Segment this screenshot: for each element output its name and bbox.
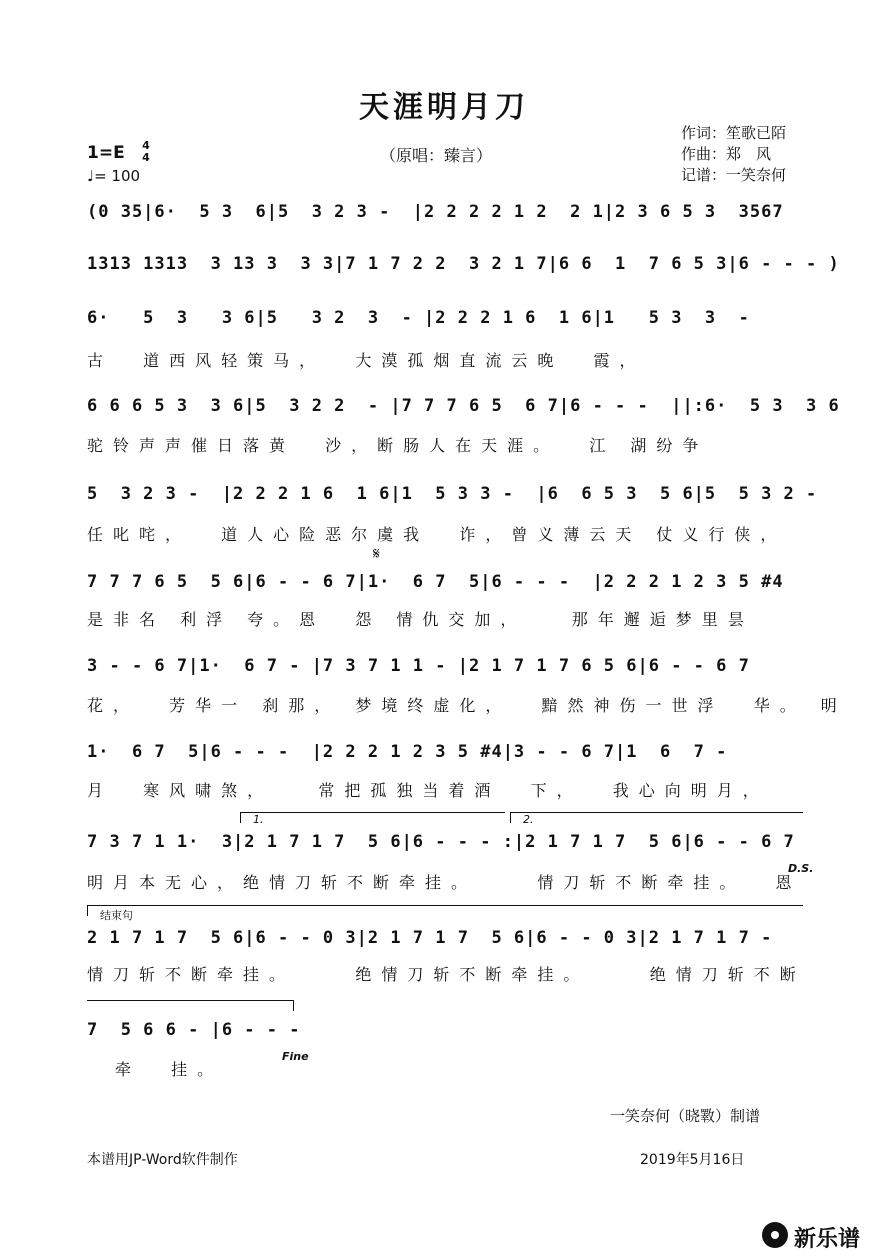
second-ending-bracket: [510, 812, 803, 826]
notation-line: 6· 5 3 3 6|5 3 2 3 - |2 2 2 1 6 1 6|1 5 3 3 -: [87, 308, 750, 328]
lyric-line-6: 月 寒风啸煞， 常把孤独当着酒 下， 我心向明月，: [87, 781, 769, 800]
first-ending-label: 1.: [253, 813, 264, 826]
second-ending-label: 2.: [523, 813, 534, 826]
score-row-8: [87, 736, 802, 770]
time-signature: [140, 140, 152, 164]
score-row-1: [87, 196, 802, 230]
notation-line: 6 6 6 5 3 3 6|5 3 2 2 - |7 7 7 6 5 6 7|6 - - - ||:6· 5 3 3 6: [87, 396, 840, 416]
notation-line: 7 7 7 6 5 5 6|6 - - 6 7|1· 6 7 5|6 - - - |2 2 2 1 2 3 5 #4: [87, 572, 784, 592]
score-row-4: [87, 390, 840, 424]
coda-bracket: [87, 905, 803, 922]
time-signature-bottom: 4: [142, 151, 150, 164]
score-row-10: [87, 922, 802, 956]
notation-line: 1313 1313 3 13 3 3 3|7 1 7 2 2 3 2 1 7|6 6 1 7 6 5 3|6 - - - ): [87, 254, 840, 274]
tempo-marking: ♩= 100: [87, 167, 141, 185]
notation-line: (0 35|6· 5 3 6|5 3 2 3 - |2 2 2 2 1 2 2 1|2 3 6 5 3 3567: [87, 202, 784, 222]
notation-line: 2 1 7 1 7 5 6|6 - - 0 3|2 1 7 1 7 5 6|6 - - 0 3|2 1 7 1 7 -: [87, 928, 773, 948]
fine-marking: Fine: [282, 1050, 309, 1063]
score-row-11: [87, 1014, 302, 1048]
lyric-line-5: 花， 芳华一 刹那， 梦境终虚化， 黯然神伤一世浮 华。 明: [87, 696, 847, 715]
notation-line: 1· 6 7 5|6 - - - |2 2 2 1 2 3 5 #4|3 - - 6 7|1 6 7 -: [87, 742, 728, 762]
transcriber-signature: 一笑奈何（晓斁）制谱: [610, 1107, 761, 1125]
lyricist-credit: 作词：笙歌已陌: [681, 124, 787, 142]
ds-marking: D.S.: [788, 862, 814, 875]
score-row-7: [87, 650, 802, 684]
lyric-line-4: 是非名 利浮 夸。恩 怨 情仇交加， 那年邂逅梦里昙: [87, 610, 754, 629]
coda-label: 结束句: [100, 909, 133, 922]
lyric-line-2: 驼铃声声催日落黄 沙，断肠人在天涯。 江 湖纷争: [87, 436, 709, 455]
software-note: 本谱用JP-Word软件制作: [87, 1152, 238, 1168]
lyric-line-3: 任叱咤， 道人心险恶尔虞我 诈，曾义薄云天 仗义行侠，: [87, 525, 787, 544]
lyric-line-8: 情刀斩不断牵挂。 绝情刀斩不断牵挂。 绝情刀斩不断: [87, 965, 806, 984]
logo-text: 新乐谱: [794, 1227, 861, 1252]
original-singer: （原唱：臻言）: [380, 146, 493, 165]
score-row-9: [87, 826, 802, 860]
lyric-line-1: 古 道西风轻策马， 大漠孤烟直流云晚 霞，: [87, 351, 646, 370]
score-row-2: [87, 248, 840, 282]
notation-line: 7 5 6 6 - |6 - - -: [87, 1020, 301, 1040]
key-signature: 1=E: [87, 143, 125, 163]
notation-line: 5 3 2 3 - |2 2 2 1 6 1 6|1 5 3 3 - |6 6 5 3 5 6|5 5 3 2 -: [87, 484, 818, 504]
first-ending-bracket: [240, 812, 505, 826]
score-row-5: [87, 478, 818, 512]
score-row-6: [87, 566, 802, 600]
fine-bracket: [87, 1000, 294, 1011]
notation-line: 3 - - 6 7|1· 6 7 - |7 3 7 1 1 - |2 1 7 1 7 6 5 6|6 - - 6 7: [87, 656, 750, 676]
notation-line: 7 3 7 1 1· 3|2 1 7 1 7 5 6|6 - - - :|2 1 7 1 7 5 6|6 - - 6 7: [87, 832, 795, 852]
composer-credit: 作曲：郑 风: [681, 145, 772, 163]
site-logo: [762, 1220, 882, 1250]
date-note: 2019年5月16日: [640, 1152, 745, 1168]
transcriber-credit: 记谱：一笑奈何: [681, 166, 787, 184]
segno-sign: 𝄋: [373, 544, 380, 563]
lyric-line-9: 牵 挂。: [115, 1060, 224, 1079]
time-signature-top: 4: [142, 139, 150, 152]
score-row-3: [87, 302, 802, 336]
vinyl-record-icon: [762, 1222, 788, 1248]
song-title: 天涯明月刀: [359, 90, 529, 125]
lyric-line-7: 明月本无心，绝情刀斩不断牵挂。 情刀斩不断牵挂。 恩: [87, 873, 802, 892]
